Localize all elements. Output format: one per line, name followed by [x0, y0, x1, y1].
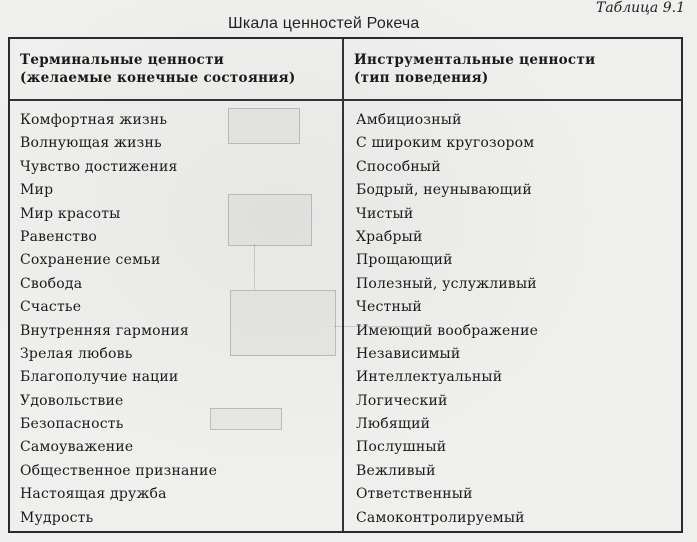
- table-number: Таблица 9.1: [596, 0, 685, 16]
- terminal-value: Благополучие нации: [20, 369, 179, 386]
- terminal-value: Общественное признание: [20, 462, 218, 479]
- terminal-value: Настоящая дружба: [20, 486, 167, 503]
- values-table: [8, 37, 683, 533]
- terminal-value: Мир: [20, 182, 54, 199]
- instrumental-value: С широким кругозором: [356, 135, 535, 152]
- column-divider: [342, 39, 344, 531]
- instrumental-value: Амбициозный: [356, 112, 462, 128]
- terminal-value: Мудрость: [20, 509, 94, 526]
- instrumental-value: Чистый: [356, 205, 414, 222]
- instrumental-value: Любящий: [356, 416, 431, 433]
- instrumental-header-subtitle: (тип поведения): [354, 70, 489, 86]
- header-divider: [10, 99, 681, 101]
- instrumental-header-title: Инструментальные ценности: [354, 52, 596, 68]
- instrumental-value: Вежливый: [356, 462, 436, 479]
- terminal-value: Свобода: [20, 275, 83, 292]
- instrumental-value: Логический: [356, 392, 448, 409]
- terminal-header-subtitle: (желаемые конечные состояния): [20, 70, 296, 86]
- terminal-value: Сохранение семьи: [20, 252, 161, 269]
- instrumental-value: Независимый: [356, 345, 461, 362]
- terminal-value: Внутренняя гармония: [20, 322, 189, 339]
- terminal-value: Удовольствие: [20, 392, 124, 409]
- instrumental-value: Интеллектуальный: [356, 369, 503, 386]
- instrumental-value: Честный: [356, 299, 422, 316]
- instrumental-value: Имеющий воображение: [356, 322, 539, 339]
- instrumental-value: Полезный, услужливый: [356, 275, 537, 292]
- terminal-value: Самоуважение: [20, 439, 134, 456]
- terminal-values-list: [20, 109, 217, 530]
- instrumental-values-header: [354, 51, 674, 87]
- terminal-value: Комфортная жизнь: [20, 112, 168, 128]
- instrumental-value: Самоконтролируемый: [356, 509, 525, 526]
- instrumental-values-list: [356, 109, 538, 530]
- instrumental-value: Бодрый, неунывающий: [356, 182, 532, 199]
- terminal-value: Счастье: [20, 299, 82, 316]
- table-title: Шкала ценностей Рокеча: [228, 15, 420, 32]
- instrumental-value: Послушный: [356, 439, 447, 456]
- terminal-value: Равенство: [20, 228, 97, 245]
- terminal-value: Чувство достижения: [20, 158, 178, 175]
- terminal-value: Зрелая любовь: [20, 345, 133, 362]
- terminal-value: Волнующая жизнь: [20, 135, 162, 152]
- terminal-header-title: Терминальные ценности: [20, 52, 225, 68]
- terminal-value: Безопасность: [20, 416, 124, 433]
- instrumental-value: Прощающий: [356, 252, 453, 269]
- instrumental-value: Ответственный: [356, 486, 473, 503]
- terminal-values-header: [20, 51, 340, 87]
- instrumental-value: Храбрый: [356, 228, 423, 245]
- instrumental-value: Способный: [356, 158, 441, 175]
- terminal-value: Мир красоты: [20, 205, 121, 222]
